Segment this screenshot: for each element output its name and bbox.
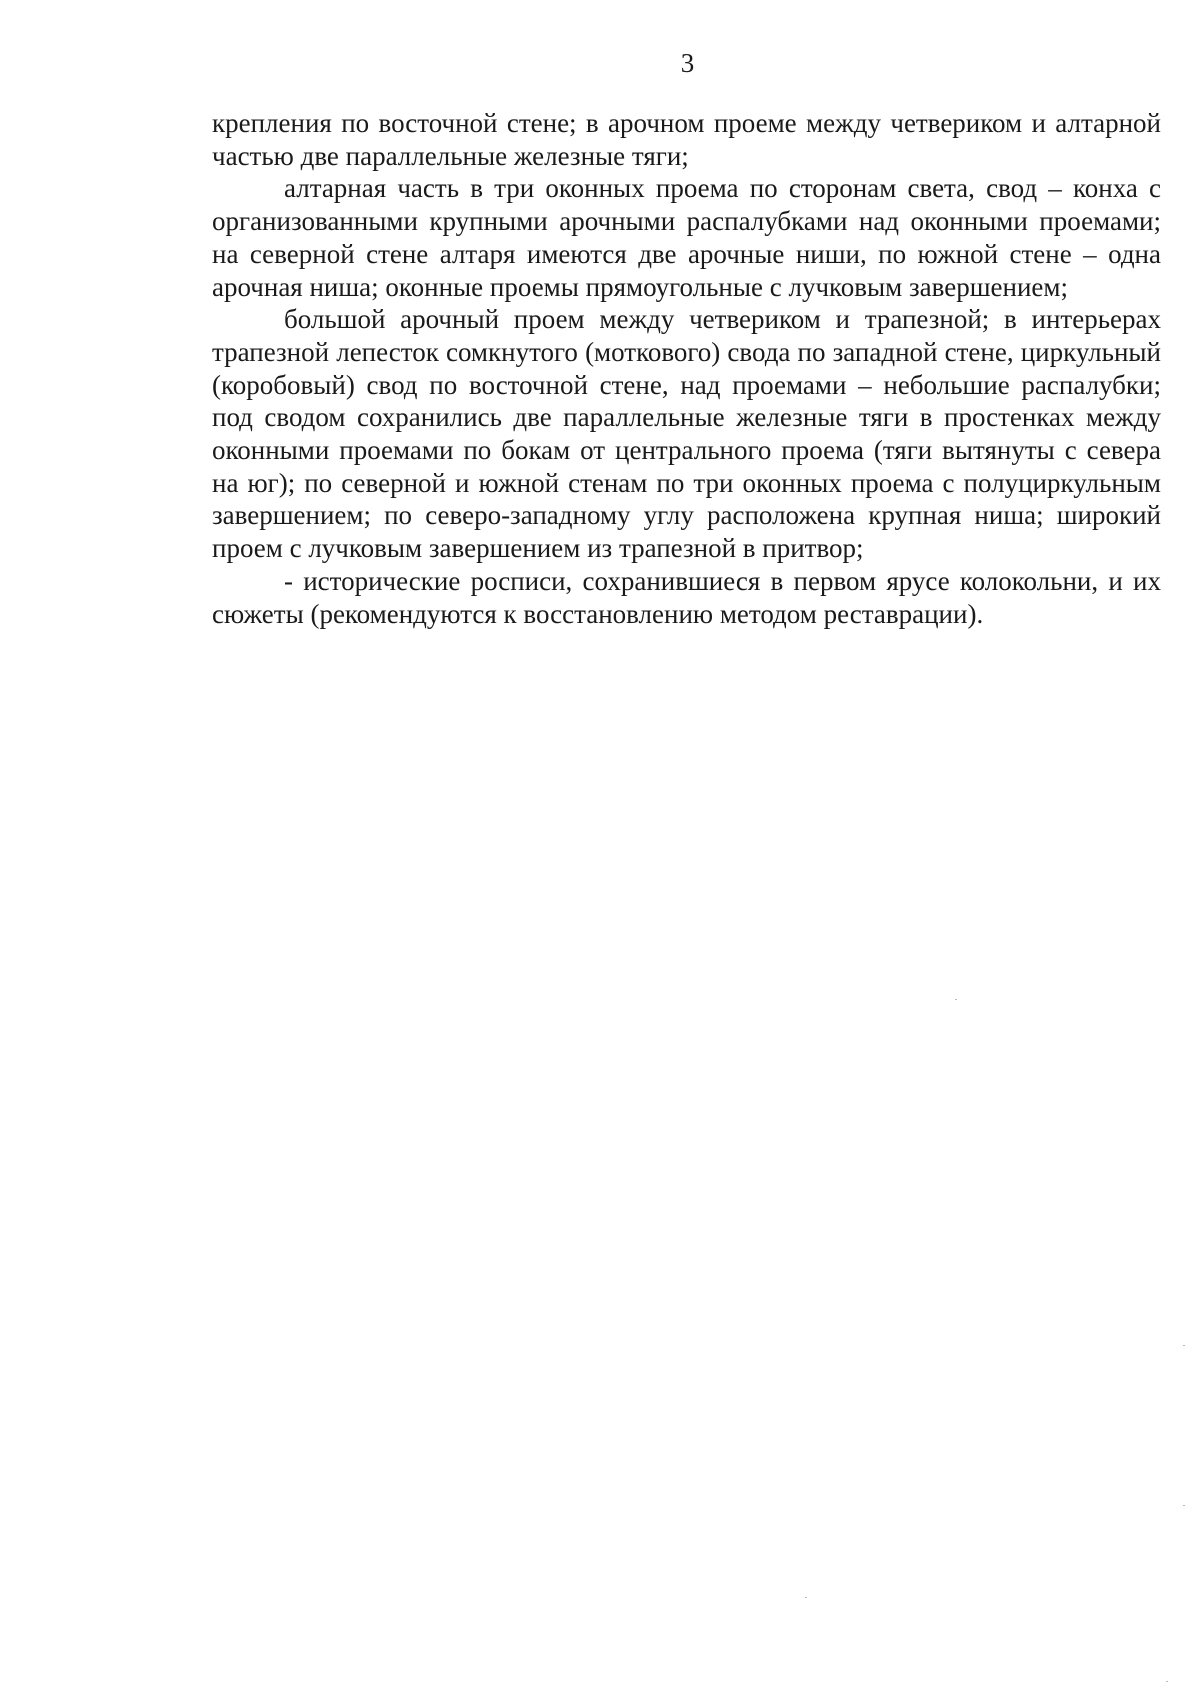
paragraph-1: крепления по восточной стене; в арочном проеме между четвериком и алтарной частью две параллельные железные тяги; [212,108,1161,171]
scan-speck [1183,1345,1185,1346]
paragraph-2: алтарная часть в три оконных проема по сторонам света, свод – конха с организованными крупными арочными распалубками над оконными проемами; на северной стене алтаря имеются две арочные ниши, по южной стене – одна арочная ниша; оконные проемы прямоугольные с лучковым завершением; [212,173,1161,302]
scan-speck [1166,1681,1168,1682]
scan-speck [805,1597,807,1598]
paragraph-4: - исторические росписи, сохранившиеся в первом ярусе колокольни, и их сюжеты (рекомендуются к восстановлению методом реставрации). [212,565,1161,629]
scan-speck [1183,1505,1185,1506]
scan-speck [955,999,957,1000]
page-number: 3 [680,48,695,78]
paragraph-3: большой арочный проем между четвериком и трапезной; в интерьерах трапезной лепесток сомкнутого (моткового) свода по западной стене, циркульный (коробовый) свод по восточной стене, над проемами – небольшие распалубки; под сводом сохранились две параллельные железные тяги в простенках между оконными проемами по бокам от центрального проема (тяги вытянуты с севера на юг); по северной и южной стенам по три оконных проема с полуциркульным завершением; по северо-западному углу расположена крупная ниша; широкий проем с лучковым завершением из трапезной в притвор; [212,304,1161,564]
document-body [212,107,1161,630]
